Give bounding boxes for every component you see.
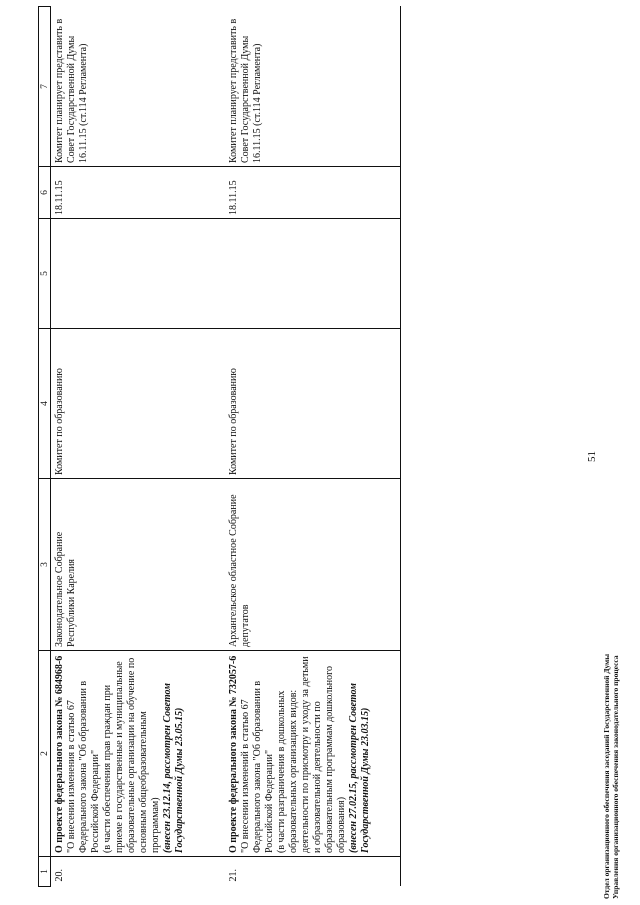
- bill-line: (в части разграничения в дошкольных: [275, 690, 287, 853]
- initiator: Архангельское областное Собрание депутатов: [226, 479, 401, 651]
- bill-intro: О проекте федерального закона № 684968-6: [54, 655, 65, 853]
- row-number: 20.: [54, 869, 65, 882]
- table-row: [226, 7, 401, 887]
- page-number: 51: [586, 451, 598, 462]
- initiator: Законодательное Собрание Республики Карелия: [51, 479, 226, 651]
- bill-intro: О проекте федерального закона № 732057-6: [227, 655, 239, 853]
- empty-cell: [51, 219, 226, 329]
- date: 18.11.15: [226, 167, 401, 219]
- bill-line: Федерального закона "Об образовании в: [78, 680, 89, 853]
- footer-line: Отдел организационного обеспечения заседаний Государственной Думы: [602, 653, 611, 899]
- bill-line: Федерального закона "Об образовании в: [251, 680, 263, 853]
- bill-description: [226, 651, 401, 857]
- table-row: [51, 7, 226, 887]
- bill-line: (в части обеспечения прав граждан при: [102, 684, 113, 853]
- bill-line: образовательным программам дошкольного: [323, 666, 335, 853]
- column-header: 4: [39, 329, 51, 479]
- plan-note: Комитет планирует представить в Совет Государственной Думы 16.11.15 (ст.114 Регламента): [51, 7, 226, 167]
- bill-description: [51, 651, 226, 857]
- bill-line: программам): [150, 797, 161, 853]
- committee: Комитет по образованию: [226, 329, 401, 479]
- bill-line: деятельности по присмотру и уходу за детьми: [299, 656, 311, 853]
- row-number: 21.: [226, 857, 401, 887]
- date: 18.11.15: [51, 167, 226, 219]
- bill-line: образования): [335, 796, 347, 853]
- bill-note: (внесен 23.12.14, рассмотрен Советом: [162, 683, 173, 853]
- bill-line: и образовательной деятельности по: [311, 701, 323, 853]
- column-header: 2: [39, 651, 51, 857]
- bill-line: приеме в государственные и муниципальные: [114, 661, 125, 853]
- bill-note: Государственной Думы 23.03.15): [359, 707, 371, 853]
- committee: Комитет по образованию: [51, 329, 226, 479]
- table-header-row: [39, 7, 51, 887]
- bill-note: (внесен 27.02.15, рассмотрен Советом: [347, 683, 359, 853]
- bill-line: Российской Федерации": [263, 749, 275, 853]
- column-header: 1: [39, 857, 51, 887]
- bill-note: Государственной Думы 23.05.15): [174, 707, 185, 853]
- bill-line: основным общеобразовательным: [138, 711, 149, 853]
- bill-line: "О внесении изменения в статью 67: [66, 700, 77, 853]
- plan-note: Комитет планирует представить в Совет Государственной Думы 16.11.15 (ст.114 Регламента): [226, 7, 401, 167]
- footer: [602, 654, 620, 899]
- column-header: 6: [39, 167, 51, 219]
- bill-line: Российской Федерации": [90, 749, 101, 853]
- bill-line: образовательных организациях видов:: [287, 689, 299, 853]
- footer-line: Управления организационного обеспечения законодательного процесса: [611, 655, 620, 899]
- agenda-table: [38, 6, 401, 887]
- empty-cell: [226, 219, 401, 329]
- bill-line: "О внесении изменений в статью 67: [239, 699, 251, 853]
- column-header: 3: [39, 479, 51, 651]
- column-header: 7: [39, 7, 51, 167]
- column-header: 5: [39, 219, 51, 329]
- bill-line: образовательные организации на обучение по: [126, 657, 137, 853]
